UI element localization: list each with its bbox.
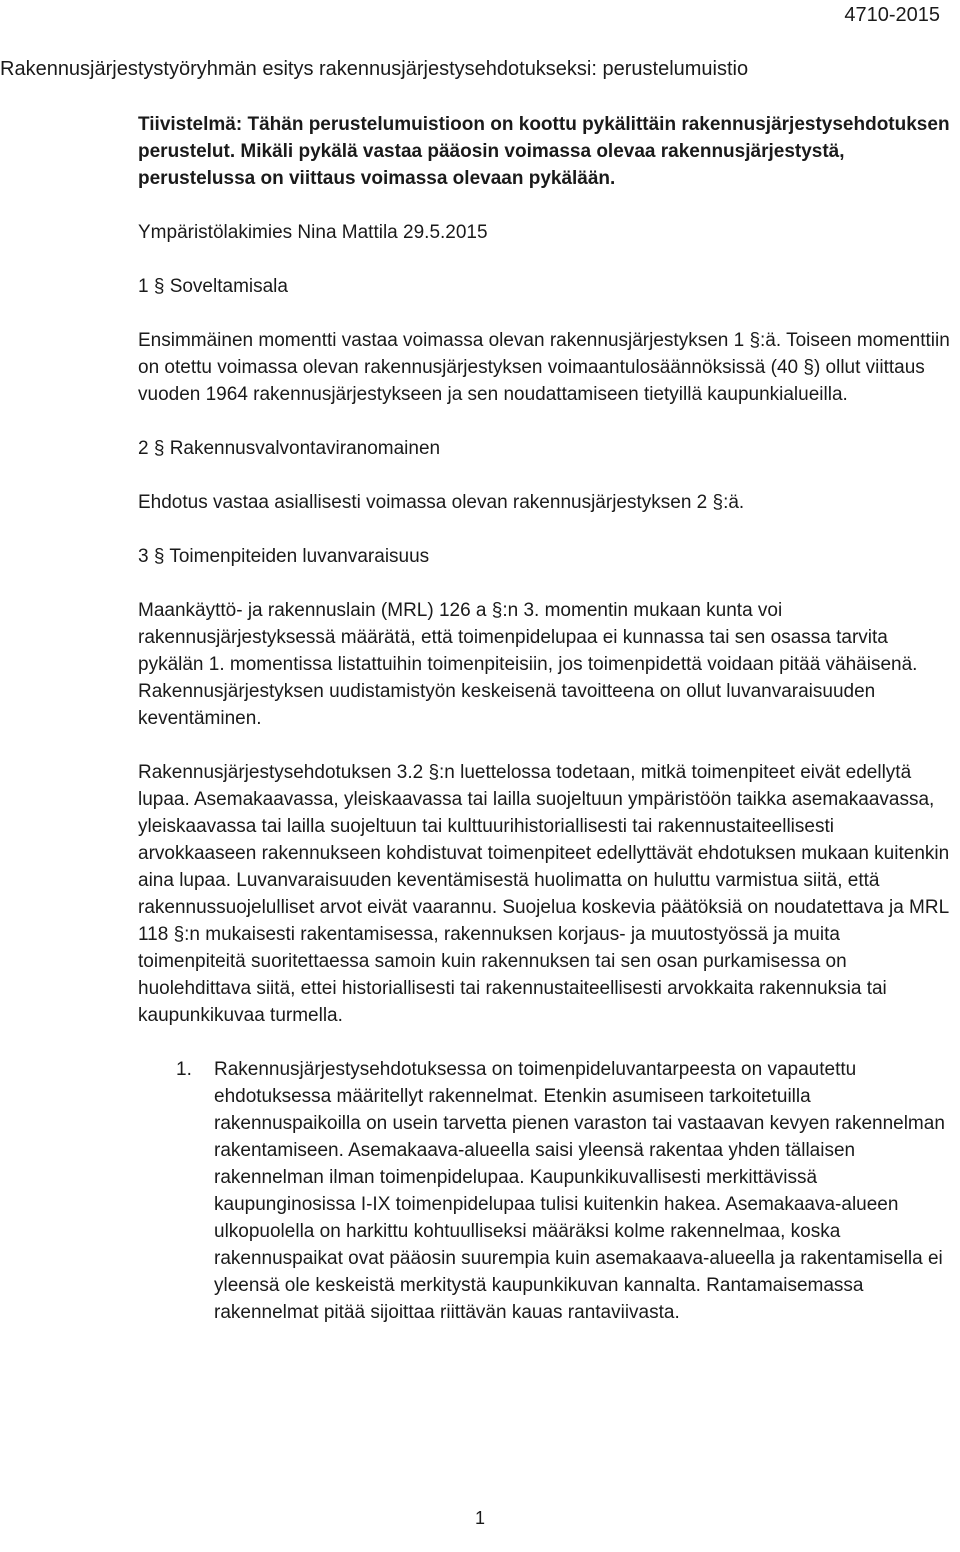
section-paragraph: Ensimmäinen momentti vastaa voimassa olevan rakennusjärjestyksen 1 §:ä. Toiseen momenttiin on otettu voimassa olevan rakennusjärjestyksen voimaantulosäännöksissä (40 §) ollut viittaus vuoden 1964 rakennusjärjestykseen ja sen noudattamiseen tietyillä kaupunkialueilla. [138, 330, 950, 405]
document-body [138, 111, 952, 1326]
page-number: 1 [474, 1508, 485, 1528]
section-heading: 2 § Rakennusvalvontaviranomainen [138, 438, 441, 459]
section-paragraph: Rakennusjärjestysehdotuksen 3.2 §:n luettelossa todetaan, mitkä toimenpiteet eivät edellytä lupaa. Asemakaavassa, yleiskaavassa tai lailla suojeltuun ympäristöön taikka asemakaavassa, yleiskaavassa tai lailla suojeltuun tai kulttuurihistoriallisesti tai rakennustaiteellisesti arvokkaaseen rakennukseen kohdistuvat toimenpiteet edellyttävät ehdotuksen mukaan kuitenkin aina lupaa. Luvanvaraisuuden keventämisestä huolimatta on huluttu varmistua siitä, että rakennussuojelulliset arvot eivät vaarannu. Suojelua koskevia päätöksiä on noudatettava ja MRL 118 §:n mukaisesti rakentamisessa, rakennuksen korjaus- ja muutostyössä ja muita toimenpiteitä suoritettaessa samoin kuin rakennuksen tai sen osan purkamisessa on huolehdittava siitä, ettei historiallisesti tai rakennustaiteellisesti arvokkaita rakennuksia tai kaupunkikuvaa turmella. [138, 762, 950, 1026]
document-title: Rakennusjärjestystyöryhmän esitys rakennusjärjestysehdotukseksi: perustelumuistio [0, 58, 749, 80]
numbered-list-item [138, 1056, 952, 1326]
section-heading: 3 § Toimenpiteiden luvanvaraisuus [138, 546, 430, 567]
list-item-text: Rakennusjärjestysehdotuksessa on toimenpideluvantarpeesta on vapautettu ehdotuksessa määritellyt rakennelmat. Etenkin asumiseen tarkoitetuilla rakennuspaikoilla on usein tarvetta pienen varaston tai vastaavan kevyen rakennelman rakentamiseen. Asemakaava-alueella saisi yleensä rakentaa yhden tällaisen rakennelman ilman toimenpidelupaa. Kaupunkikuvallisesti merkittävissä kaupunginosissa I-IX toimenpidelupaa tulisi kuitenkin hakea. Asemakaava-alueen ulkopuolella on harkittu kohtuulliseksi määräksi kolme rakennelmaa, koska rakennuspaikat ovat pääosin suurempia kuin asemakaava-alueella ja rakentamisella ei yleensä ole keskeistä merkitystä kaupunkikuvan kannalta. Rantamaisemassa rakennelmat pitää sijoittaa riittävän kauas rantaviivasta. [214, 1059, 945, 1323]
section-paragraph: Ehdotus vastaa asiallisesti voimassa olevan rakennusjärjestyksen 2 §:ä. [138, 492, 745, 513]
section-paragraph: Maankäyttö- ja rakennuslain (MRL) 126 a §:n 3. momentin mukaan kunta voi rakennusjärjestyksessä määrätä, että toimenpidelupaa ei kunnassa tai sen osassa tarvita pykälän 1. momentissa listattuihin toimenpiteisiin, jos toimenpidettä voidaan pitää vähäisenä. Rakennusjärjestyksen uudistamistyön keskeisenä tavoitteena on ollut luvanvaraisuuden keventäminen. [138, 600, 918, 729]
document-number: 4710-2015 [844, 4, 940, 26]
list-item-number: 1. [176, 1059, 192, 1080]
summary-paragraph: Tiivistelmä: Tähän perustelumuistioon on koottu pykälittäin rakennusjärjestysehdotuksen perustelut. Mikäli pykälä vastaa pääosin voimassa olevaa rakennusjärjestystä, perustelussa on viittaus voimassa olevaan pykälään. [138, 114, 950, 189]
author-line: Ympäristölakimies Nina Mattila 29.5.2015 [138, 222, 488, 243]
section-heading: 1 § Soveltamisala [138, 276, 288, 297]
